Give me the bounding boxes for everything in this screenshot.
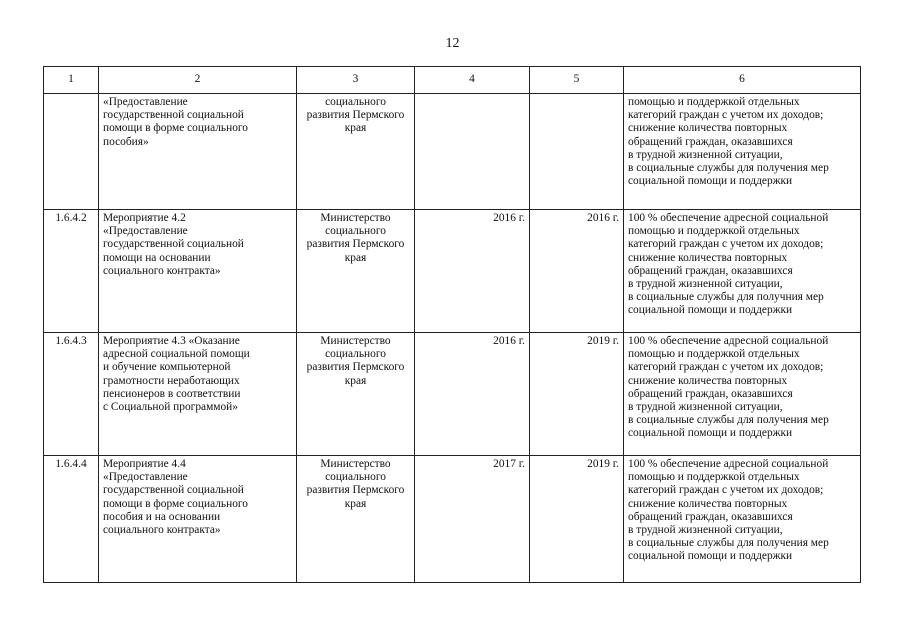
column-header: 2 (99, 67, 297, 94)
table-row (44, 94, 861, 210)
end-year: 2019 г. (530, 456, 624, 583)
column-header: 5 (530, 67, 624, 94)
row-number: 1.6.4.2 (44, 210, 99, 333)
column-header: 4 (415, 67, 530, 94)
activity-name: «Предоставление государственной социальной помощи в форме социального пособия» (99, 94, 297, 210)
row-number (44, 94, 99, 210)
activity-name: Мероприятие 4.3 «Оказание адресной социальной помощи и обучение компьютерной грамотности неработающих пенсионеров в соответствии с Социальной программой» (99, 333, 297, 456)
header-row (44, 67, 861, 94)
start-year: 2016 г. (415, 210, 530, 333)
page-number: 12 (445, 36, 460, 51)
column-header: 3 (297, 67, 415, 94)
start-year: 2016 г. (415, 333, 530, 456)
activity-name: Мероприятие 4.2 «Предоставление государственной социальной помощи на основании социального контракта» (99, 210, 297, 333)
end-year: 2016 г. (530, 210, 624, 333)
start-year: 2017 г. (415, 456, 530, 583)
end-year: 2019 г. (530, 333, 624, 456)
executor: социального развития Пермского края (297, 94, 415, 210)
activity-name: Мероприятие 4.4 «Предоставление государственной социальной помощи в форме социального пособия и на основании социального контракта» (99, 456, 297, 583)
expected-result: 100 % обеспечение адресной социальной помощью и поддержкой отдельных категорий граждан с учетом их доходов; снижение количества повторных обращений граждан, оказавшихся в трудной жизненной ситуации, в социальные службы для получния мер социальной помощи и поддержки (624, 210, 861, 333)
start-year (415, 94, 530, 210)
expected-result: 100 % обеспечение адресной социальной помощью и поддержкой отдельных категорий граждан с учетом их доходов; снижение количества повторных обращений граждан, оказавшихся в трудной жизненной ситуации, в социальные службы для получения мер социальной помощи и поддержки (624, 456, 861, 583)
executor: Министерство социального развития Пермского края (297, 210, 415, 333)
row-number: 1.6.4.3 (44, 333, 99, 456)
table-row (44, 210, 861, 333)
table-row (44, 333, 861, 456)
program-table (43, 66, 861, 583)
executor: Министерство социального развития Пермского края (297, 456, 415, 583)
table-row (44, 456, 861, 583)
column-header: 6 (624, 67, 861, 94)
expected-result: 100 % обеспечение адресной социальной помощью и поддержкой отдельных категорий граждан с учетом их доходов; снижение количества повторных обращений граждан, оказавшихся в трудной жизненной ситуации, в социальные службы для получения мер социальной помощи и поддержки (624, 333, 861, 456)
column-header: 1 (44, 67, 99, 94)
expected-result: помощью и поддержкой отдельных категорий граждан с учетом их доходов; снижение количества повторных обращений граждан, оказавшихся в трудной жизненной ситуации, в социальные службы для получения мер социальной помощи и поддержки (624, 94, 861, 210)
executor: Министерство социального развития Пермского края (297, 333, 415, 456)
row-number: 1.6.4.4 (44, 456, 99, 583)
end-year (530, 94, 624, 210)
